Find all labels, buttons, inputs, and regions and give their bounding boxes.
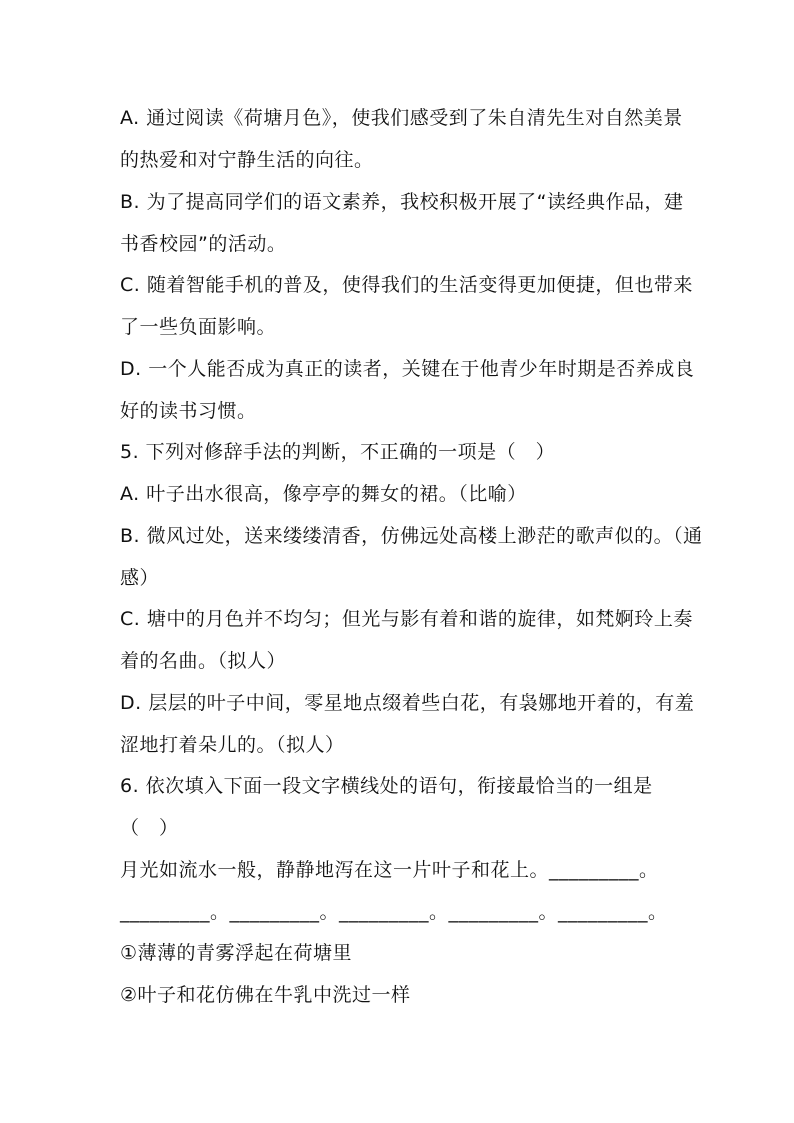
question-6-stem-line-1: 6. 依次填入下面一段文字横线处的语句，衔接最恰当的一组是 [120, 775, 653, 797]
q5-option-c-line-2: 着的名曲。（拟人） [120, 650, 287, 672]
choice-item-1: ①薄薄的青雾浮起在荷塘里 [120, 942, 353, 964]
q5-option-b-line-2: 感） [120, 567, 160, 589]
q5-option-d-line-2: 涩地打着朵儿的。（拟人） [120, 734, 345, 756]
q5-option-d-line-1: D. 层层的叶子中间，零星地点缀着些白花，有袅娜地开着的，有羞 [120, 692, 695, 714]
q5-option-b-line-1: B. 微风过处，送来缕缕清香，仿佛远处高楼上渺茫的歌声似的。（通 [120, 525, 703, 547]
option-d-line-1: D. 一个人能否成为真正的读者，关键在于他青少年时期是否养成良 [120, 358, 695, 380]
passage-blanks-line: _________。_________。_________。_________。_________。 [120, 901, 668, 923]
option-d-line-2: 好的读书习惯。 [120, 400, 257, 422]
option-a-line-2: 的热爱和对宁静生活的向往。 [120, 149, 374, 171]
option-c-line-1: C. 随着智能手机的普及，使得我们的生活变得更加便捷，但也带来 [120, 274, 693, 296]
q5-option-a: A. 叶子出水很高，像亭亭的舞女的裙。（比喻） [120, 483, 527, 505]
option-b-line-1: B. 为了提高同学们的语文素养，我校积极开展了“读经典作品，建 [120, 191, 684, 213]
choice-item-2: ②叶子和花仿佛在牛乳中洗过一样 [120, 984, 411, 1006]
option-c-line-2: 了一些负面影响。 [120, 316, 277, 338]
question-6-stem-line-2: （ ） [120, 817, 179, 839]
passage-line-1: 月光如流水一般，静静地泻在这一片叶子和花上。_________。 [120, 859, 659, 881]
question-5-stem: 5. 下列对修辞手法的判断，不正确的一项是（ ） [120, 441, 556, 463]
option-a-line-1: A. 通过阅读《荷塘月色》，使我们感受到了朱自清先生对自然美景 [120, 107, 683, 129]
option-b-line-2: 书香校园”的活动。 [120, 233, 287, 255]
q5-option-c-line-1: C. 塘中的月色并不均匀；但光与影有着和谐的旋律，如梵婀玲上奏 [120, 608, 693, 630]
